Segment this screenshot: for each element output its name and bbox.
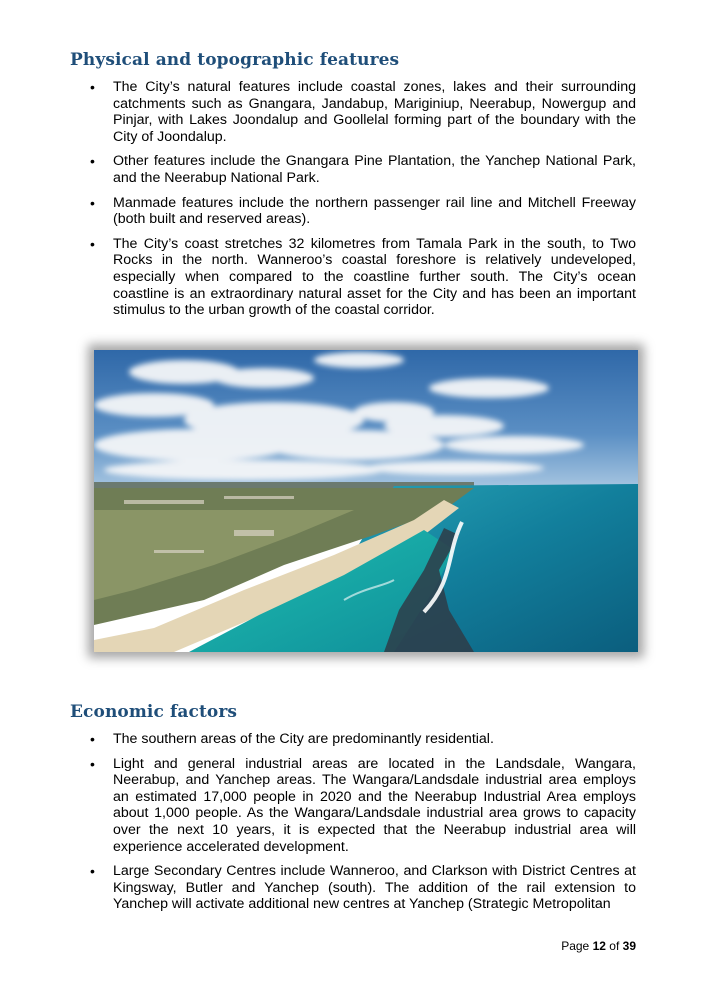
bullet-icon: • xyxy=(90,79,95,95)
bullet-icon: • xyxy=(90,153,95,170)
list-item: • The City’s natural features include coastal zones, lakes and their surrounding catchments such as Gnangara, Jandabup, Mariginiup, Neerabup, Nowergup and Pinjar, with Lakes Joondalup and Goollelal forming part of the boundary with the City of Joondalup. xyxy=(90,79,636,145)
section-heading-physical: Physical and topographic features xyxy=(70,50,400,70)
bullet-icon: • xyxy=(90,194,95,211)
list-item: • Other features include the Gnangara Pine Plantation, the Yanchep National Park, and the Neerabup National Park. xyxy=(90,153,636,186)
bullet-list-physical xyxy=(88,79,636,327)
page-label: Page xyxy=(561,939,590,953)
section-heading-economic: Economic factors xyxy=(70,702,238,722)
page-footer xyxy=(561,939,636,953)
total-pages: 39 xyxy=(622,939,636,953)
coastline-photo xyxy=(94,350,638,652)
bullet-list-economic xyxy=(88,731,636,921)
list-item: • The southern areas of the City are predominantly residential. xyxy=(90,731,494,747)
of-label: of xyxy=(609,939,620,953)
list-item: • Light and general industrial areas are located in the Landsdale, Wangara, Neerabup, and Yanchep areas. The Wangara/Landsdale industrial area employs an estimated 17,000 people in 2020 and the Neerabup Industrial Area employs about 1,000 people. As the Wangara/Landsdale industrial area grows to capacity over the next 10 years, it is expected that the Neerabup industrial area will experience accelerated development. xyxy=(90,755,636,855)
bullet-icon: • xyxy=(90,755,95,772)
page-number: 12 xyxy=(592,939,606,953)
list-item: • Large Secondary Centres include Wanneroo, and Clarkson with District Centres at Kingsway, Butler and Yanchep (south). The addition of the rail extension to Yanchep will activate additional new centres at Yanchep (Strategic Metropolitan xyxy=(90,863,636,913)
list-item: • The City’s coast stretches 32 kilometres from Tamala Park in the south, to Two Rocks in the north. Wanneroo’s coastal foreshore is relatively undeveloped, especially when compared to the coastline further south. The City’s ocean coastline is an extraordinary natural asset for the City and has been an important stimulus to the urban growth of the coastal corridor. xyxy=(90,235,636,319)
list-item: • Manmade features include the northern passenger rail line and Mitchell Freeway (both built and reserved areas). xyxy=(90,194,636,228)
bullet-icon: • xyxy=(90,731,95,747)
bullet-icon: • xyxy=(90,235,95,252)
bullet-icon: • xyxy=(90,863,95,880)
